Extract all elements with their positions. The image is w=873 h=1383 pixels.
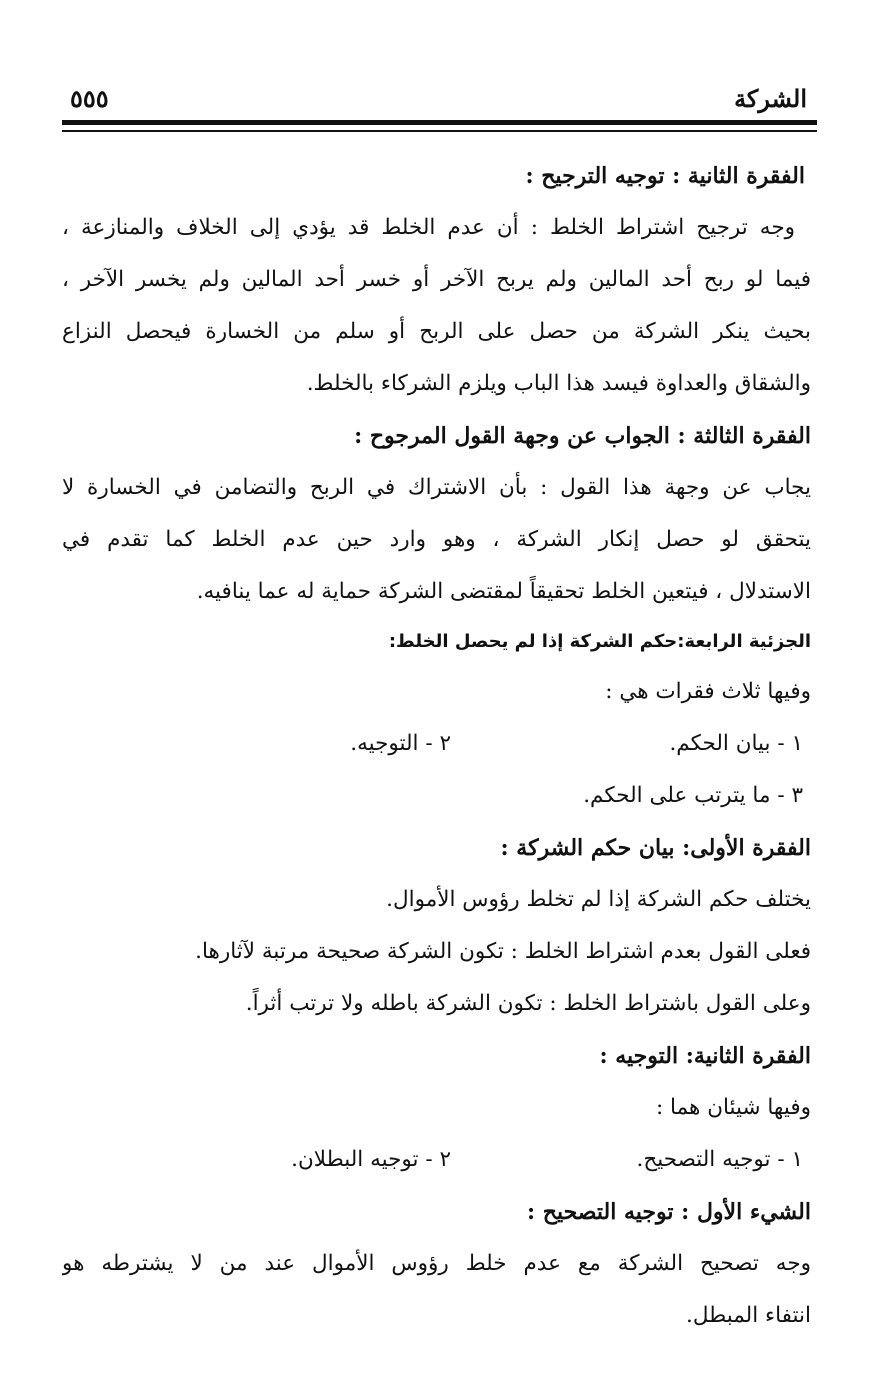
section-heading: الشيء الأول : توجيه التصحيح : — [526, 1199, 811, 1225]
paragraph — [62, 462, 811, 618]
paragraph — [62, 874, 811, 1030]
section-heading: الفقرة الثالثة : الجواب عن وجهة القول المرجوح : — [354, 423, 811, 449]
header-rule-thick — [62, 120, 817, 125]
text-line: يجاب عن وجهة هذا القول : بأن الاشتراك في الربح والتضامن في الخسارة لا — [62, 475, 811, 500]
text-line: وجه تصحيح الشركة مع عدم خلط رؤوس الأموال عند من لا يشترطه هو — [62, 1251, 811, 1276]
text-line: وعلى القول باشتراط الخلط : تكون الشركة باطله ولا ترتب أثراً. — [245, 991, 811, 1016]
text-line: بحيث ينكر الشركة من حصل على الربح أو سلم من الخسارة فيحصل النزاع — [62, 319, 811, 344]
list-row — [62, 718, 811, 770]
list-row — [62, 1134, 811, 1186]
text-line: فعلى القول بعدم اشتراط الخلط : تكون الشركة صحيحة مرتبة لآثارها. — [195, 939, 811, 964]
text-line: انتفاء المبطل. — [685, 1303, 811, 1328]
paragraph — [62, 1238, 811, 1342]
text-line: وجه ترجيح اشتراط الخلط : أن عدم الخلط قد يؤدي إلى الخلاف والمنازعة ، — [62, 215, 795, 240]
page-header — [62, 82, 811, 118]
text-line: وفيها ثلاث فقرات هي : — [605, 679, 811, 704]
text-line: يتحقق لو حصل إنكار الشركة ، وهو وارد حين عدم الخلط كما تقدم في — [62, 527, 811, 552]
list-item: ١ - بيان الحكم. — [669, 731, 803, 756]
list-item: ١ - توجيه التصحيح. — [636, 1147, 803, 1172]
subsection-heading: الجزئية الرابعة:حكم الشركة إذا لم يحصل الخلط: — [388, 631, 811, 652]
text-line: يختلف حكم الشركة إذا لم تخلط رؤوس الأموال. — [386, 887, 811, 912]
list-item: ٢ - التوجيه. — [350, 731, 451, 756]
text-line: فيما لو ربح أحد المالين ولم يربح الآخر أو خسر أحد المالين ولم يخسر الآخر ، — [62, 267, 811, 292]
list-row — [62, 770, 811, 822]
text-line: وفيها شيئان هما : — [655, 1095, 811, 1120]
list-item: ٢ - توجيه البطلان. — [291, 1147, 451, 1172]
list-item: ٣ - ما يترتب على الحكم. — [583, 783, 803, 808]
page-body — [62, 150, 811, 1342]
running-title: الشركة — [734, 84, 807, 113]
header-rule-thin — [62, 130, 817, 132]
text-line: الاستدلال ، فيتعين الخلط تحقيقاً لمقتضى الشركة حماية له عما ينافيه. — [196, 579, 811, 604]
section-heading: الفقرة الثانية : توجيه الترجيح : — [525, 163, 805, 189]
text-line: والشقاق والعداوة فيسد هذا الباب ويلزم الشركاء بالخلط. — [306, 371, 811, 396]
section-heading: الفقرة الثانية: التوجيه : — [599, 1043, 811, 1069]
paragraph — [62, 202, 811, 410]
section-heading: الفقرة الأولى: بيان حكم الشركة : — [500, 835, 811, 861]
page-number: ٥٥٥ — [70, 84, 109, 113]
